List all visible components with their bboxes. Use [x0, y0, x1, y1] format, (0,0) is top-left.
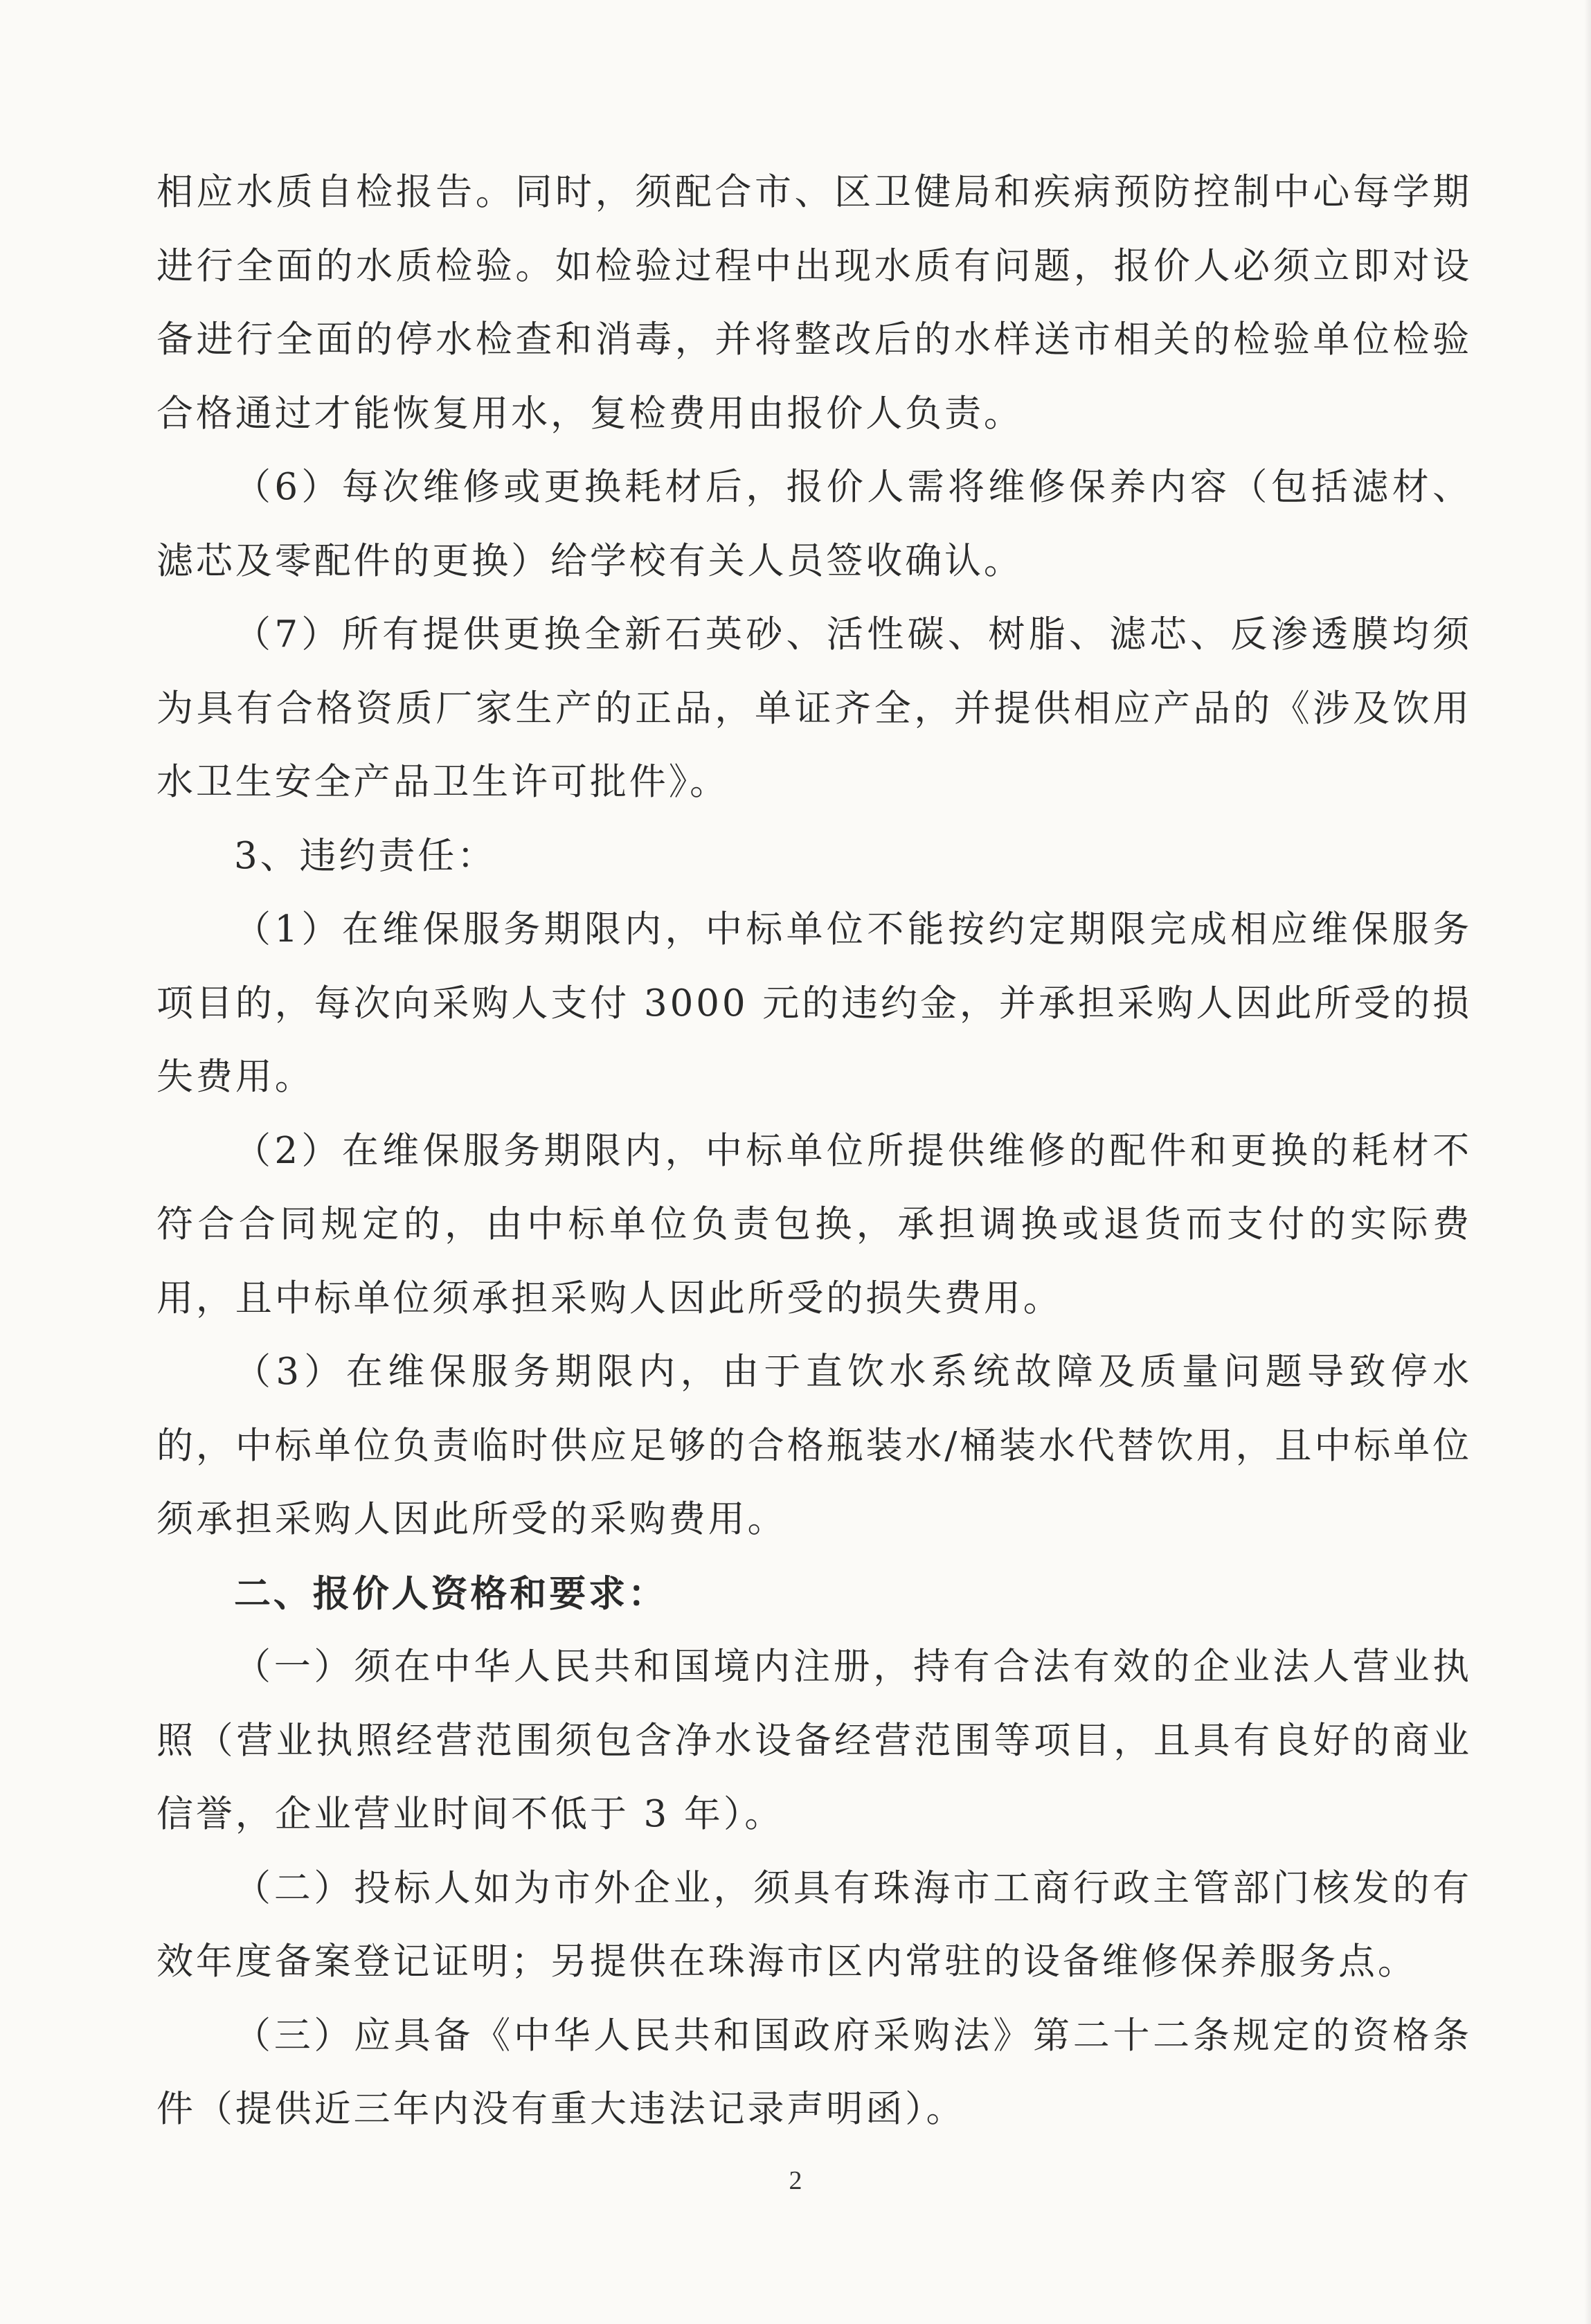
- scan-edge-shadow: [1584, 0, 1591, 2324]
- paragraph-breach-1: （1）在维保服务期限内，中标单位不能按约定期限完成相应维保服务项目的，每次向采购人支付 3000 元的违约金，并承担采购人因此所受的损失费用。: [156, 908, 1472, 1098]
- paragraph-qualification-2: （二）投标人如为市外企业，须具有珠海市工商行政主管部门核发的有效年度备案登记证明；另提供在珠海市区内常驻的设备维修保养服务点。: [156, 1866, 1472, 1983]
- page-number: 2: [789, 2166, 802, 2195]
- paragraph-item-7: （7）所有提供更换全新石英砂、活性碳、树脂、滤芯、反渗透膜均须为具有合格资质厂家生产的正品，单证齐全，并提供相应产品的《涉及饮用水卫生安全产品卫生许可批件》。: [156, 613, 1472, 803]
- paragraph-water-quality-inspection: 相应水质自检报告。同时，须配合市、区卫健局和疾病预防控制中心每学期进行全面的水质检验。如检验过程中出现水质有问题，报价人必须立即对设备进行全面的停水检查和消毒，并将整改后的水样送市相关的检验单位检验合格通过才能恢复用水，复检费用由报价人负责。: [156, 171, 1472, 435]
- section-heading-breach-liability: 3、违约责任：: [234, 834, 497, 877]
- paragraph-qualification-1: （一）须在中华人民共和国境内注册，持有合法有效的企业法人营业执照（营业执照经营范围须包含净水设备经营范围等项目，且具有良好的商业信誉，企业营业时间不低于 3 年）。: [156, 1646, 1472, 1835]
- paragraph-item-6: （6）每次维修或更换耗材后，报价人需将维修保养内容（包括滤材、滤芯及零配件的更换）给学校有关人员签收确认。: [156, 466, 1472, 582]
- paragraph-breach-2: （2）在维保服务期限内，中标单位所提供维修的配件和更换的耗材不符合合同规定的，由中标单位负责包换，承担调换或退货而支付的实际费用，且中标单位须承担采购人因此所受的损失费用。: [156, 1129, 1472, 1319]
- section-heading-bidder-qualifications: 二、报价人资格和要求：: [234, 1571, 667, 1615]
- document-body: [156, 156, 1472, 2147]
- paragraph-breach-3: （3）在维保服务期限内，由于直饮水系统故障及质量问题导致停水的，中标单位负责临时供应足够的合格瓶装水/桶装水代替饮用，且中标单位须承担采购人因此所受的采购费用。: [156, 1351, 1472, 1540]
- paragraph-qualification-3: （三）应具备《中华人民共和国政府采购法》第二十二条规定的资格条件（提供近三年内没有重大违法记录声明函）。: [156, 2014, 1472, 2130]
